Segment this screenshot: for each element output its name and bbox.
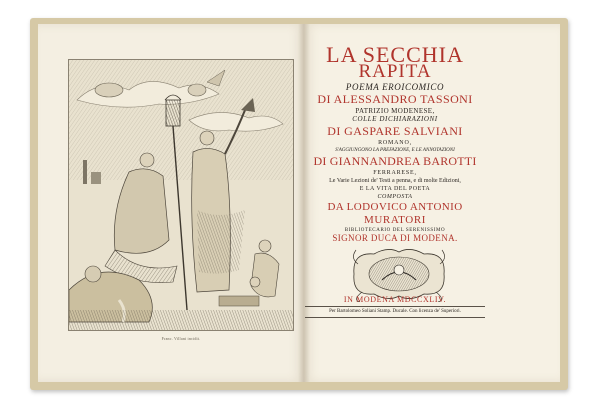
colle-line: COLLE DICHIARAZIONI bbox=[352, 115, 438, 123]
composta-line: COMPOSTA bbox=[377, 194, 413, 200]
varie-lezioni-line: Le Varie Lezioni de' Testi a penna, e di molte Edizioni, bbox=[329, 178, 461, 184]
aggiunte-line: S'AGGIUNGONO LA PREFAZIONE, E LE ANNOTAZIONI bbox=[335, 148, 455, 153]
author-line: DI ALESSANDRO TASSONI bbox=[317, 92, 473, 106]
frontispiece-engraving bbox=[68, 59, 294, 341]
title-line-1: LA SECCHIA bbox=[326, 42, 464, 67]
left-page bbox=[38, 24, 305, 382]
imprint-printer: Per Bartolomeo Soliani Stamp. Ducale. Con licenza de' Superiori. bbox=[329, 309, 461, 314]
annotator-salviani-desc: ROMANO, bbox=[378, 140, 412, 146]
frontispiece-caption: Franc. Villani incidit. bbox=[161, 336, 201, 341]
annotator-barotti-desc: FERRARESE, bbox=[373, 170, 417, 176]
subtitle: POEMA EROICOMICO bbox=[345, 82, 445, 92]
imprint-rule-top bbox=[305, 306, 485, 307]
muratori-line-2: MURATORI bbox=[363, 214, 427, 226]
vita-line: E LA VITA DEL POETA bbox=[359, 186, 431, 192]
printer-vignette bbox=[348, 246, 450, 302]
bibliotecario-line: BIBLIOTECARIO DEL SERENISSIMO bbox=[344, 228, 446, 233]
annotator-barotti: DI GIANNANDREA BAROTTI bbox=[313, 154, 477, 168]
annotator-salviani: DI GASPARE SALVIANI bbox=[327, 124, 463, 138]
imprint-rule-bottom bbox=[305, 317, 485, 318]
duca-line: SIGNOR DUCA DI MODENA. bbox=[332, 233, 458, 243]
imprint-place: IN MODENA MDCCXLIV. bbox=[343, 295, 447, 304]
title-line-2: RAPITA bbox=[358, 61, 432, 82]
author-description: PATRIZIO MODENESE, bbox=[355, 107, 435, 115]
frontispiece-illustration bbox=[69, 60, 293, 330]
muratori-line-1: DA LODOVICO ANTONIO bbox=[327, 201, 463, 213]
